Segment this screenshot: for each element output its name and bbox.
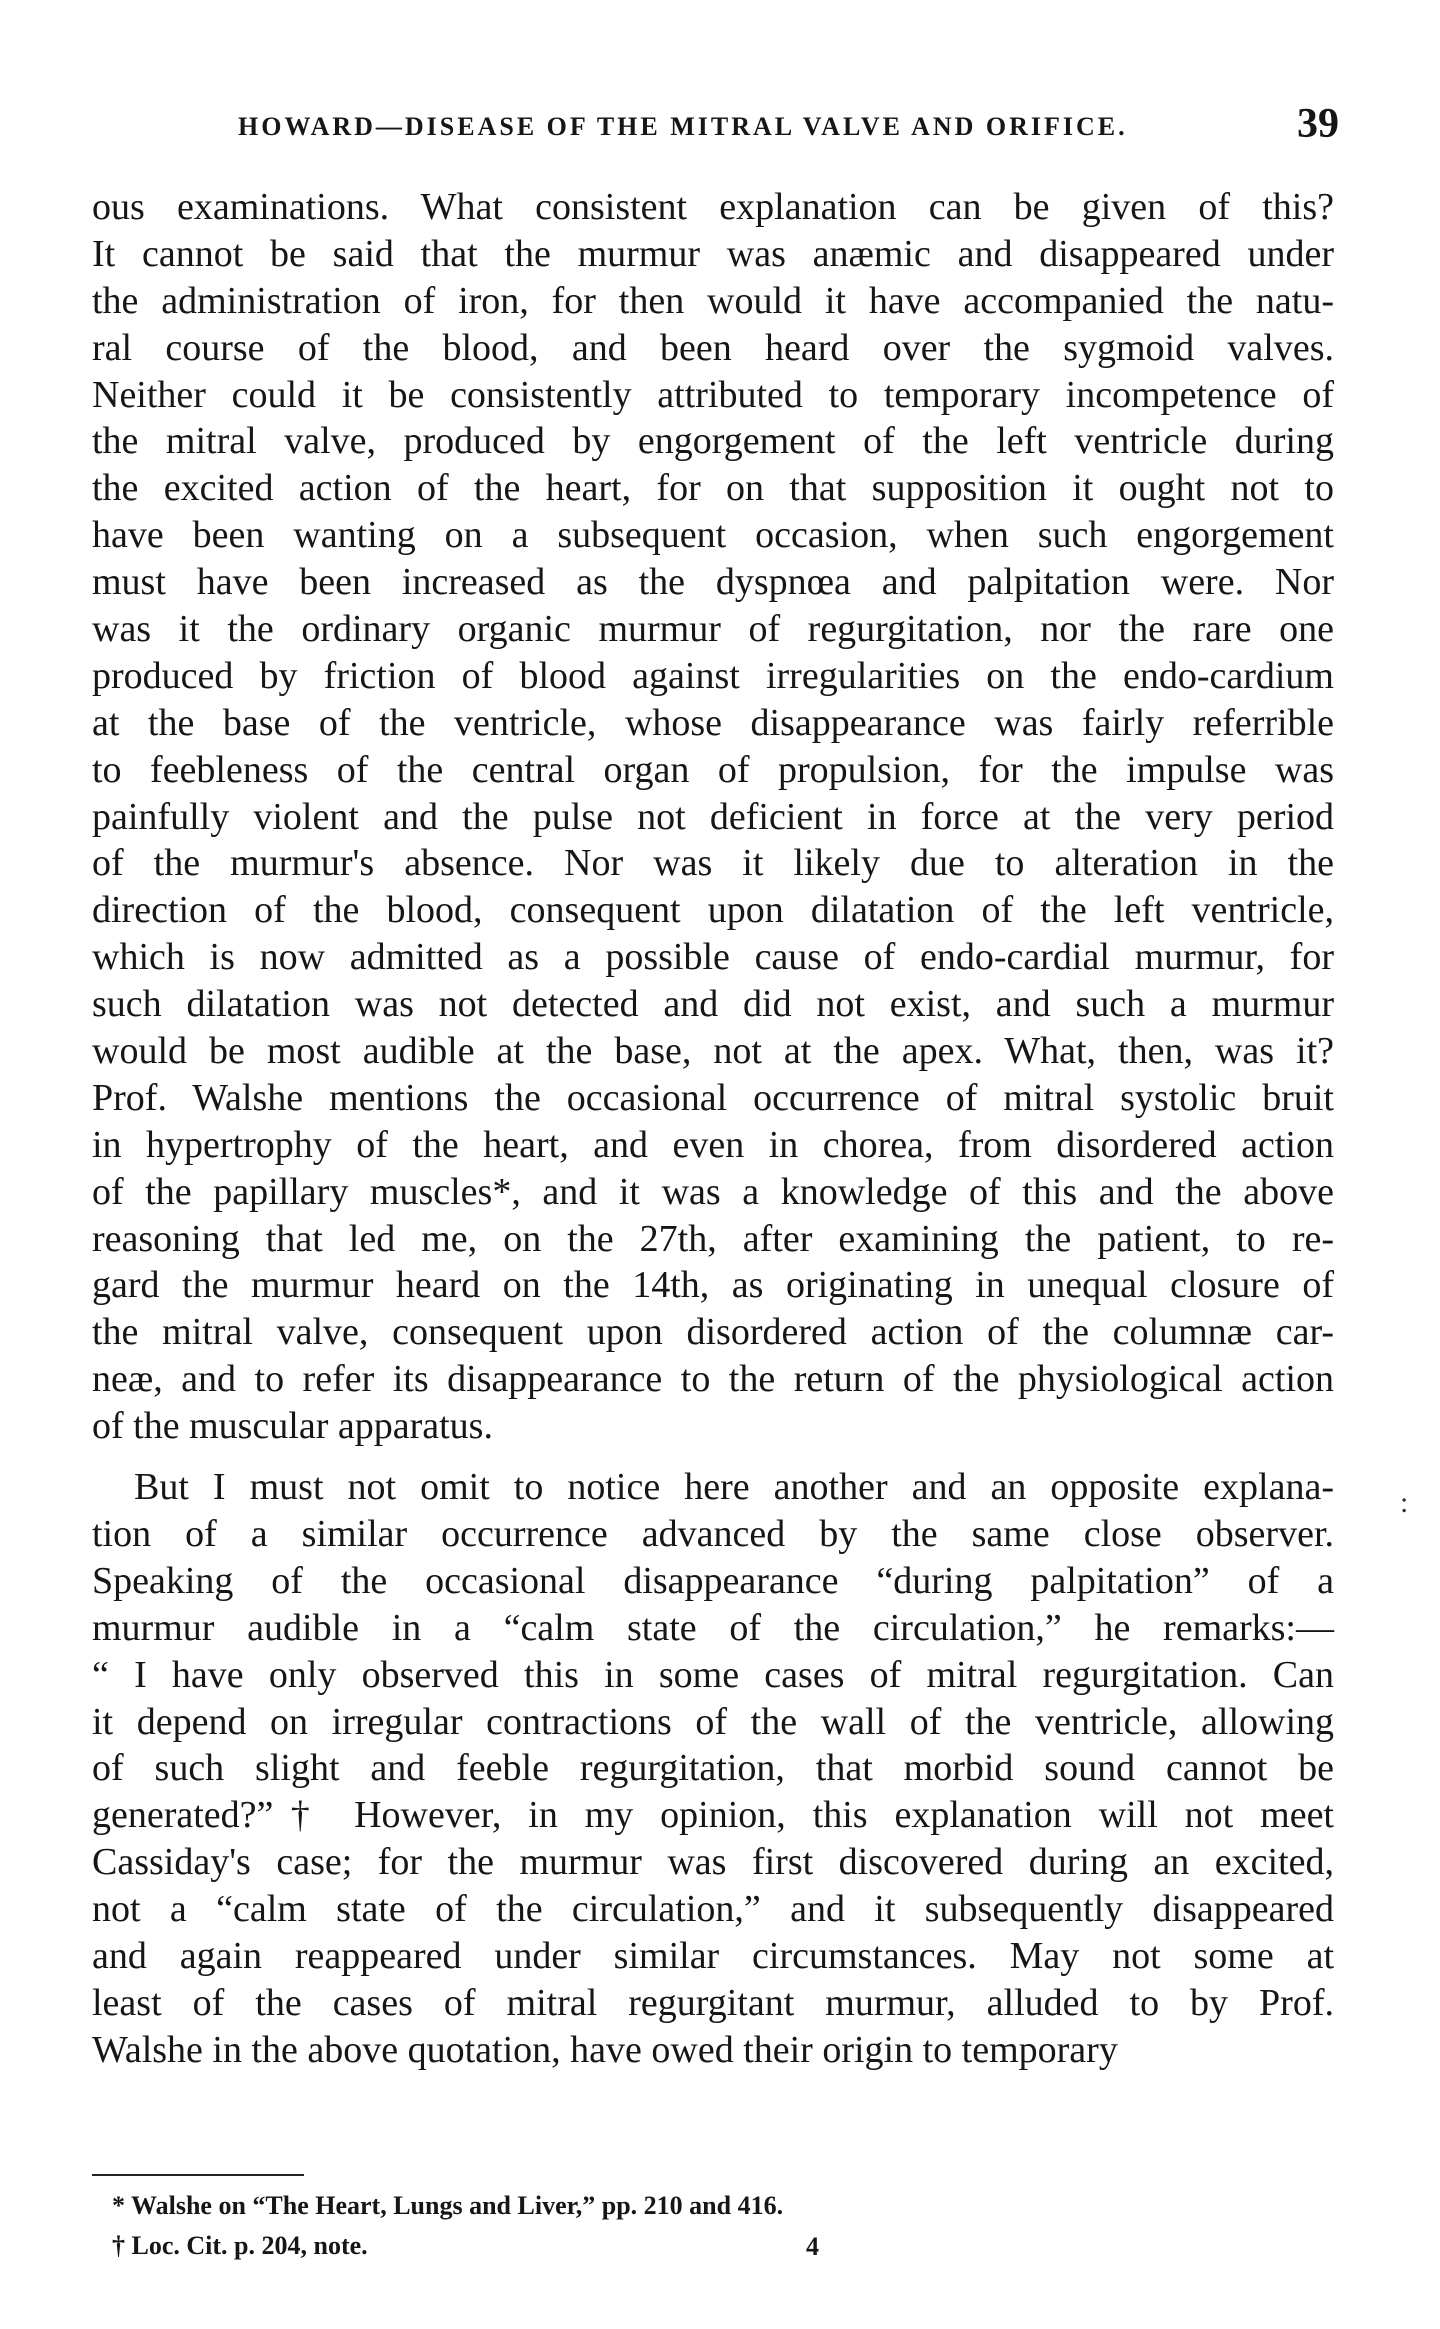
- text-line: reasoning that led me, on the 27th, after examining the patient, to re-: [92, 1217, 1334, 1260]
- text-line: in hypertrophy of the heart, and even in chorea, from disordered action: [92, 1123, 1334, 1166]
- paragraph: [92, 184, 1334, 1450]
- text-line: to feebleness of the central organ of propulsion, for the impulse was: [92, 748, 1334, 791]
- text-line: the excited action of the heart, for on that supposition it ought not to: [92, 467, 1334, 510]
- text-line: tion of a similar occurrence advanced by the same close observer.: [92, 1512, 1334, 1555]
- text-line: direction of the blood, consequent upon dilatation of the left ventricle,: [92, 889, 1334, 932]
- text-line: neæ, and to refer its disappearance to the return of the physiological action: [92, 1358, 1334, 1401]
- text-line: the mitral valve, produced by engorgement of the left ventricle during: [92, 420, 1334, 463]
- text-line: generated?”† However, in my opinion, this explanation will not meet: [92, 1794, 1334, 1837]
- text-line: of the papillary muscles*, and it was a knowledge of this and the above: [92, 1170, 1334, 1213]
- text-line: It cannot be said that the murmur was anæmic and disappeared under: [92, 232, 1334, 275]
- text-line: Speaking of the occasional disappearance “during palpitation” of a: [92, 1559, 1334, 1602]
- text-line: murmur audible in a “calm state of the circulation,” he remarks:—: [92, 1606, 1334, 1649]
- footnote-rule: [92, 2174, 304, 2176]
- text-line: painfully violent and the pulse not deficient in force at the very period: [92, 795, 1334, 838]
- text-line: not a “calm state of the circulation,” and it subsequently disappeared: [92, 1888, 1334, 1931]
- text-line: the mitral valve, consequent upon disordered action of the columnæ car-: [92, 1311, 1334, 1354]
- text-line: Walshe in the above quotation, have owed their origin to temporary: [92, 2028, 1118, 2071]
- text-line: would be most audible at the base, not at the apex. What, then, was it?: [92, 1030, 1334, 1073]
- text-line: have been wanting on a subsequent occasion, when such engorgement: [92, 514, 1334, 557]
- text-line: ous examinations. What consistent explanation can be given of this?: [92, 186, 1334, 228]
- text-line: and again reappeared under similar circumstances. May not some at: [92, 1934, 1334, 1977]
- footnotes: [112, 2186, 783, 2266]
- paragraph: [92, 1464, 1334, 2074]
- signature-mark: 4: [806, 2232, 819, 2261]
- text-line: produced by friction of blood against irregularities on the endo-cardium: [92, 654, 1334, 697]
- text-line: least of the cases of mitral regurgitant murmur, alluded to by Prof.: [92, 1981, 1334, 2024]
- text-line: Neither could it be consistently attributed to temporary incompetence of: [92, 373, 1334, 416]
- footnote: * Walshe on “The Heart, Lungs and Liver,” pp. 210 and 416.: [112, 2191, 784, 2220]
- text-line: was it the ordinary organic murmur of regurgitation, nor the rare one: [92, 608, 1334, 651]
- text-line: of such slight and feeble regurgitation, that morbid sound cannot be: [92, 1747, 1334, 1790]
- text-line: which is now admitted as a possible cause of endo-cardial murmur, for: [92, 936, 1334, 979]
- text-line: Prof. Walshe mentions the occasional occurrence of mitral systolic bruit: [92, 1076, 1334, 1119]
- text-line: at the base of the ventricle, whose disappearance was fairly referrible: [92, 701, 1334, 744]
- text-line: the administration of iron, for then would it have accompanied the natu-: [92, 279, 1334, 322]
- page-number: 39: [1297, 101, 1339, 147]
- paragraph-gap: [92, 1450, 1334, 1464]
- text-line: ral course of the blood, and been heard over the sygmoid valves.: [92, 326, 1334, 369]
- text-line: such dilatation was not detected and did not exist, and such a murmur: [92, 983, 1334, 1026]
- text-line: Cassiday's case; for the murmur was first discovered during an excited,: [92, 1841, 1334, 1884]
- text-line: of the muscular apparatus.: [92, 1405, 493, 1448]
- text-line: it depend on irregular contractions of the wall of the ventricle, allowing: [92, 1700, 1334, 1743]
- text-line: must have been increased as the dyspnœa and palpitation were. Nor: [92, 561, 1334, 604]
- body-text: [92, 184, 1334, 2074]
- text-line: gard the murmur heard on the 14th, as originating in unequal closure of: [92, 1264, 1334, 1307]
- running-head: HOWARD—DISEASE OF THE MITRAL VALVE AND ORIFICE.: [238, 112, 1128, 141]
- margin-mark: :: [1400, 1486, 1409, 1519]
- text-line: of the murmur's absence. Nor was it likely due to alteration in the: [92, 842, 1334, 885]
- text-line: “ I have only observed this in some cases of mitral regurgitation. Can: [92, 1653, 1334, 1696]
- footnote: † Loc. Cit. p. 204, note.: [112, 2231, 368, 2260]
- text-line: But I must not omit to notice here another and an opposite explana-: [134, 1466, 1334, 1509]
